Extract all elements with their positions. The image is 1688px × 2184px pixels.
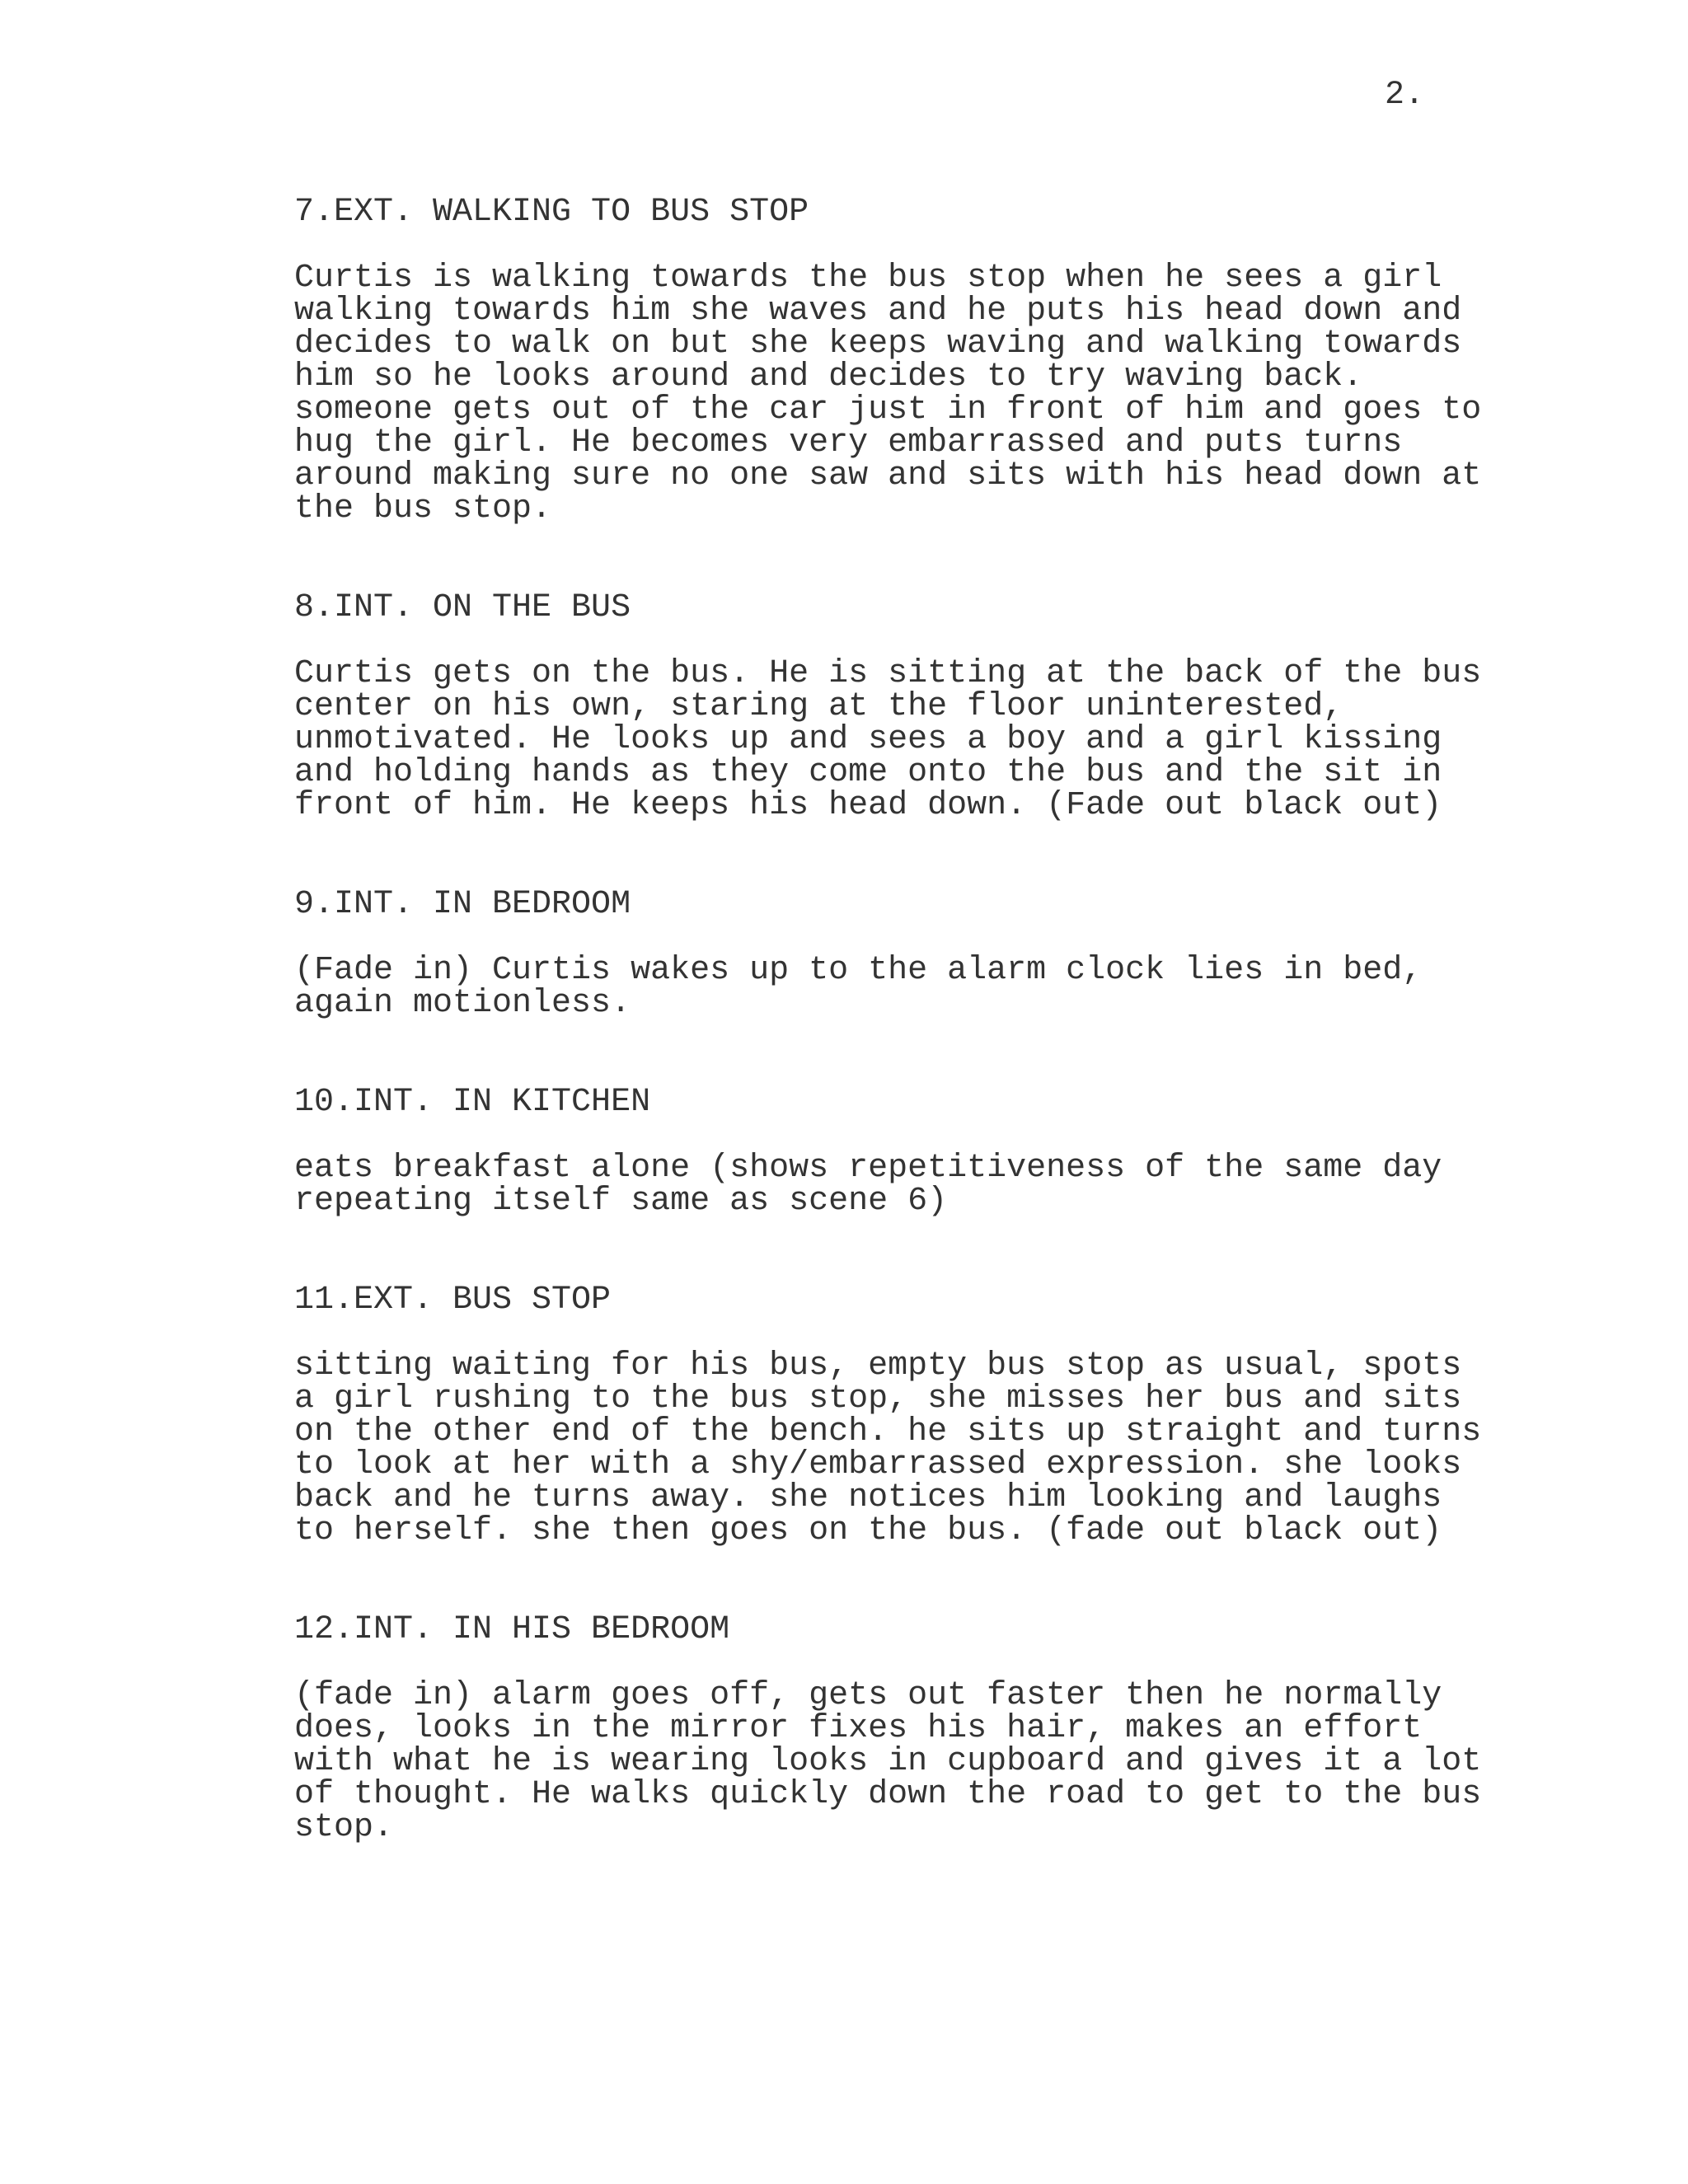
action-line: does, looks in the mirror fixes his hair, makes an effort bbox=[294, 1710, 1423, 1747]
action-line: Curtis is walking towards the bus stop when he sees a girl bbox=[294, 260, 1442, 297]
scene-action bbox=[294, 954, 1498, 1020]
action-line: of thought. He walks quickly down the road to get to the bus bbox=[294, 1776, 1482, 1813]
action-line: a girl rushing to the bus stop, she misses her bus and sits bbox=[294, 1380, 1462, 1418]
scene-11 bbox=[294, 1284, 1498, 1548]
action-line: walking towards him she waves and he puts his head down and bbox=[294, 293, 1462, 330]
action-line: and holding hands as they come onto the bus and the sit in bbox=[294, 754, 1442, 791]
action-line: hug the girl. He becomes very embarrassed and puts turns bbox=[294, 424, 1403, 462]
scene-9 bbox=[294, 888, 1498, 1020]
scene-action bbox=[294, 655, 1498, 824]
action-line: to herself. she then goes on the bus. (fade out black out) bbox=[294, 1512, 1442, 1549]
action-line: the bus stop. bbox=[294, 490, 552, 527]
action-line: back and he turns away. she notices him looking and laughs bbox=[294, 1479, 1442, 1516]
scene-heading: 9.INT. IN BEDROOM bbox=[294, 886, 631, 923]
action-line: to look at her with a shy/embarrassed expression. she looks bbox=[294, 1446, 1462, 1483]
scene-action bbox=[294, 1677, 1498, 1846]
action-line: Curtis gets on the bus. He is sitting at the back of the bus bbox=[294, 655, 1482, 692]
scene-action bbox=[294, 1152, 1498, 1218]
action-line: him so he looks around and decides to try waving back. bbox=[294, 359, 1363, 396]
action-line: (fade in) alarm goes off, gets out faster then he normally bbox=[294, 1677, 1442, 1714]
scene-heading: 8.INT. ON THE BUS bbox=[294, 589, 631, 626]
scene-8 bbox=[294, 589, 1498, 824]
action-line: around making sure no one saw and sits with his head down at bbox=[294, 457, 1482, 494]
script-body bbox=[294, 196, 1498, 1910]
scene-heading: 12.INT. IN HIS BEDROOM bbox=[294, 1611, 730, 1648]
action-line: again motionless. bbox=[294, 985, 631, 1022]
action-line: stop. bbox=[294, 1809, 394, 1846]
scene-heading: 10.INT. IN KITCHEN bbox=[294, 1084, 651, 1121]
scene-action bbox=[294, 262, 1498, 526]
action-line: front of him. He keeps his head down. (Fade out black out) bbox=[294, 787, 1442, 824]
action-line: unmotivated. He looks up and sees a boy and a girl kissing bbox=[294, 721, 1442, 758]
action-line: someone gets out of the car just in front of him and goes to bbox=[294, 391, 1482, 429]
action-line: center on his own, staring at the floor uninterested, bbox=[294, 688, 1343, 725]
scene-10 bbox=[294, 1086, 1498, 1218]
page-number: 2. bbox=[1384, 77, 1424, 114]
action-line: (Fade in) Curtis wakes up to the alarm clock lies in bed, bbox=[294, 952, 1423, 989]
action-line: on the other end of the bench. he sits up straight and turns bbox=[294, 1413, 1482, 1451]
action-line: sitting waiting for his bus, empty bus stop as usual, spots bbox=[294, 1347, 1462, 1385]
action-line: decides to walk on but she keeps waving and walking towards bbox=[294, 326, 1462, 363]
action-line: eats breakfast alone (shows repetitiveness of the same day bbox=[294, 1150, 1442, 1187]
scene-heading: 11.EXT. BUS STOP bbox=[294, 1282, 612, 1319]
scene-12 bbox=[294, 1611, 1498, 1846]
action-line: repeating itself same as scene 6) bbox=[294, 1183, 948, 1220]
scene-heading: 7.EXT. WALKING TO BUS STOP bbox=[294, 194, 809, 231]
action-line: with what he is wearing looks in cupboard and gives it a lot bbox=[294, 1743, 1482, 1780]
scene-action bbox=[294, 1347, 1498, 1549]
scene-7 bbox=[294, 196, 1498, 526]
